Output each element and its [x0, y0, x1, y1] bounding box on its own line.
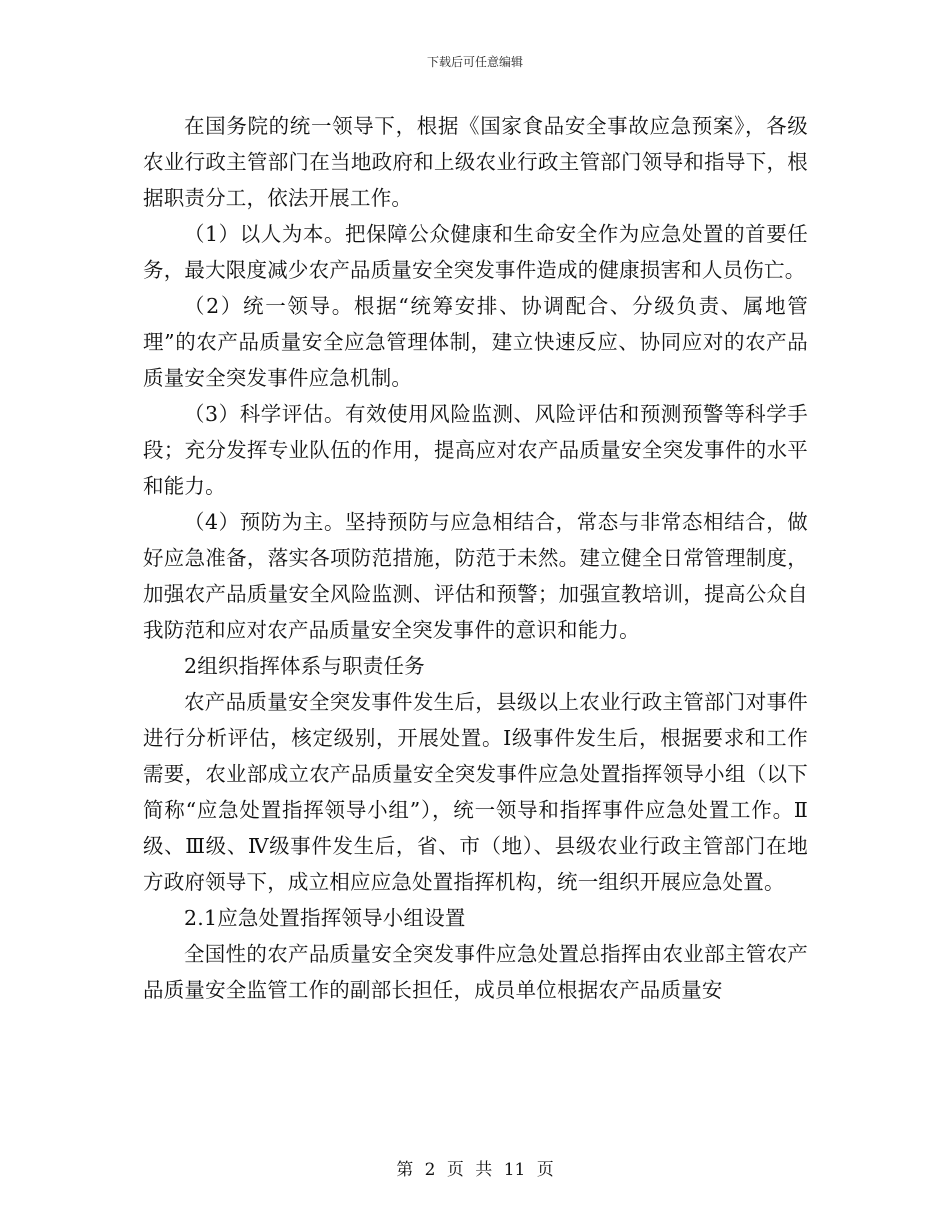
paragraph-principle-4: （4）预防为主。坚持预防与应急相结合，常态与非常态相结合，做好应急准备，落实各项防范措施，防范于未然。建立健全日常管理制度，加强农产品质量安全风险监测、评估和预警；加强宣教培训，提高公众自我防范和应对农产品质量安全突发事件的意识和能力。	[143, 510, 808, 642]
section-heading-2-1: 2.1应急处置指挥领导小组设置	[184, 906, 466, 930]
paragraph-intro: 在国务院的统一领导下，根据《国家食品安全事故应急预案》，各级农业行政主管部门在当地政府和上级农业行政主管部门领导和指导下，根据职责分工，依法开展工作。	[143, 114, 808, 210]
paragraph-section-2-1: 全国性的农产品质量安全突发事件应急处置总指挥由农业部主管农产品质量安全监管工作的副部长担任，成员单位根据农产品质量安	[143, 942, 808, 1002]
page-footer: 第 2 页 共 11 页	[396, 1160, 554, 1180]
section-heading-2: 2组织指挥体系与职责任务	[184, 654, 425, 678]
paragraph-section-2: 农产品质量安全突发事件发生后，县级以上农业行政主管部门对事件进行分析评估，核定级别，开展处置。Ⅰ级事件发生后，根据要求和工作需要，农业部成立农产品质量安全突发事件应急处置指挥领导小组（以下简称“应急处置指挥领导小组”），统一领导和指挥事件应急处置工作。Ⅱ级、Ⅲ级、Ⅳ级事件发生后，省、市（地）、县级农业行政主管部门在地方政府领导下，成立相应应急处置指挥机构，统一组织开展应急处置。	[143, 690, 808, 894]
document-body	[143, 108, 808, 1008]
paragraph-principle-2: （2）统一领导。根据“统筹安排、协调配合、分级负责、属地管理”的农产品质量安全应急管理体制，建立快速反应、协同应对的农产品质量安全突发事件应急机制。	[143, 294, 808, 390]
paragraph-principle-3: （3）科学评估。有效使用风险监测、风险评估和预测预警等科学手段；充分发挥专业队伍的作用，提高应对农产品质量安全突发事件的水平和能力。	[143, 402, 808, 498]
paragraph-principle-1: （1）以人为本。把保障公众健康和生命安全作为应急处置的首要任务，最大限度减少农产品质量安全突发事件造成的健康损害和人员伤亡。	[143, 222, 808, 282]
page-header: 下载后可任意编辑	[426, 55, 523, 69]
